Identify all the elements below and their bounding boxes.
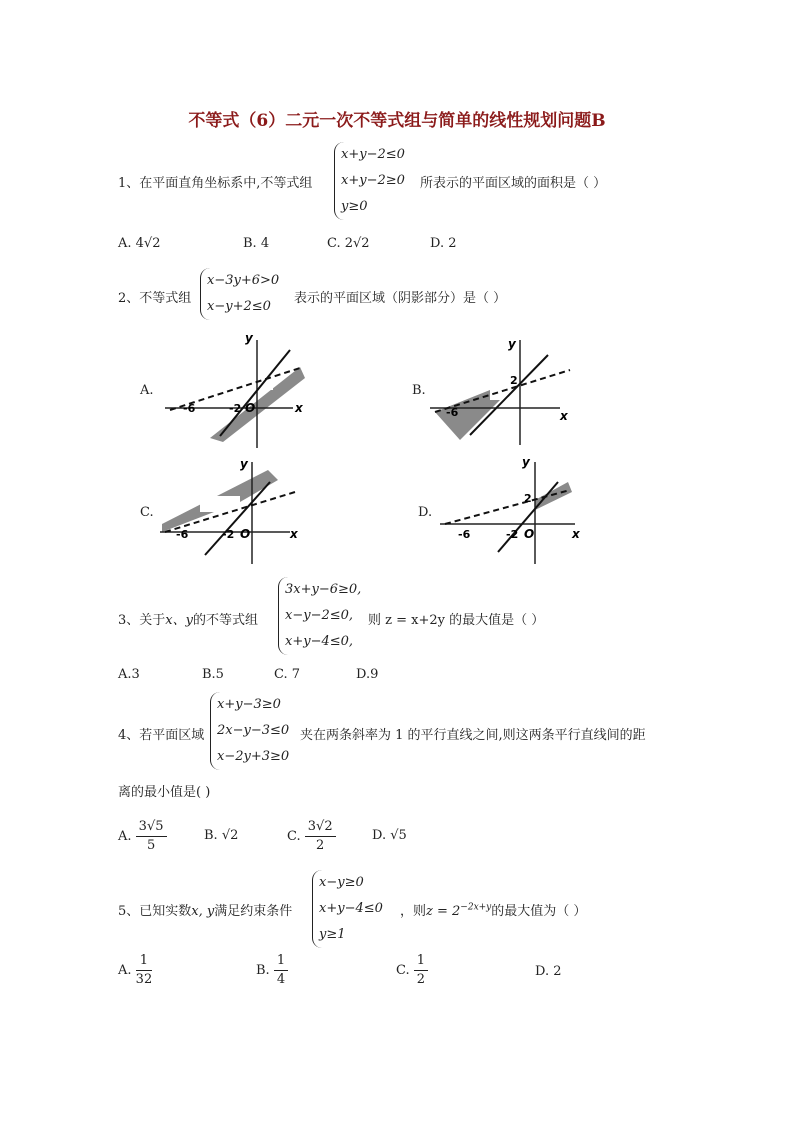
q4-option-c [287, 818, 336, 855]
y-label: y [522, 455, 530, 469]
q5-prefix: 5、已知实数 [118, 904, 192, 919]
page-title: 不等式（6）二元一次不等式组与简单的线性规划问题B [188, 111, 606, 131]
q4-option-b: B. √2 [204, 828, 239, 843]
q3-prefix: 3、关于 [118, 613, 166, 628]
q5-suffix [400, 900, 586, 919]
q3-vars: x、y [165, 613, 193, 628]
y-label: y [245, 331, 253, 345]
q5-option-c-den: 2 [416, 972, 426, 987]
tick-neg2: -2 [506, 528, 519, 541]
q4-suffix: 夹在两条斜率为 1 的平行直线之间,则这两条平行直线间的距 [300, 728, 646, 743]
tick-neg2: -2 [222, 528, 235, 541]
q4-ineq-3: x−2y+3≥0 [217, 749, 290, 764]
q5-option-c [396, 952, 428, 989]
q5-option-a-num: 1 [136, 952, 153, 971]
q3-ineq-1: 3x+y−6≥0, [285, 582, 362, 597]
q1-prefix: 1、在平面直角坐标系中,不等式组 [118, 176, 313, 191]
q5-option-d: D. 2 [535, 964, 562, 979]
q5-option-a-den: 32 [135, 972, 153, 987]
q5-option-c-fraction [414, 952, 428, 989]
q2-option-b-label: B. [412, 383, 426, 398]
q2-graph-d [440, 452, 600, 572]
q5-option-a-fraction [136, 952, 153, 989]
q3-suffix: 则 z = x+2y 的最大值是（ ） [368, 613, 545, 628]
q3-option-c: C. 7 [274, 667, 301, 682]
q4-option-a-den: 5 [146, 838, 156, 853]
q1-ineq-3: y≥0 [341, 199, 368, 214]
q5-text [118, 900, 292, 919]
q1-system [334, 142, 405, 220]
q2-suffix: 表示的平面区域（阴影部分）是（ ） [294, 291, 507, 306]
tick-neg6: -6 [183, 402, 196, 415]
q5-expr: z = 2 [426, 904, 461, 919]
tick-neg6: -6 [446, 406, 459, 419]
q4-ineq-1: x+y−3≥0 [217, 697, 281, 712]
q5-option-b-label: B. [256, 963, 270, 978]
tick-neg6: -6 [458, 528, 471, 541]
q3-option-a: A.3 [118, 667, 140, 682]
q5-option-a-label: A. [118, 963, 132, 978]
q5-option-b-fraction [274, 952, 288, 989]
q4-option-c-den: 2 [316, 838, 325, 853]
q3-option-b: B.5 [202, 667, 224, 682]
tick-neg2: -2 [229, 402, 242, 415]
q5-exponent: −2x+y [460, 902, 492, 913]
y-label: y [240, 457, 248, 471]
q4-option-a-num: 3√5 [136, 818, 167, 837]
q5-ineq-1: x−y≥0 [319, 875, 364, 890]
q5-option-b-den: 4 [276, 972, 286, 987]
q2-prefix: 2、不等式组 [118, 291, 192, 306]
origin-label: O [245, 401, 256, 415]
x-label: x [290, 527, 298, 541]
q4-option-c-num: 3√2 [305, 818, 336, 837]
q5-system [312, 870, 383, 948]
q2-option-a-label: A. [140, 383, 154, 398]
q4-option-c-fraction [305, 818, 336, 855]
q2-ineq-1: x−3y+6>0 [207, 273, 280, 288]
blank-patch [200, 496, 240, 512]
q5-ineq-2: x+y−4≤0 [319, 901, 383, 916]
q2-graph-c [160, 452, 320, 572]
q4-option-a-fraction [136, 818, 167, 855]
q5-option-c-label: C. [396, 963, 410, 978]
q2-ineq-2: x−y+2≤0 [207, 299, 271, 314]
q5-option-a [118, 952, 152, 989]
q5-suffix-a: ，则 [400, 904, 427, 919]
q3-ineq-3: x+y−4≤0, [285, 634, 354, 649]
y-label: y [508, 337, 516, 351]
q2-option-c-label: C. [140, 505, 154, 520]
q5-option-b [256, 952, 288, 989]
q4-option-a [118, 818, 167, 855]
tick-neg6: -6 [176, 528, 189, 541]
q3-option-d: D.9 [356, 667, 379, 682]
q5-option-c-num: 1 [414, 952, 428, 971]
q4-prefix: 4、若平面区域 [118, 728, 205, 743]
x-label: x [560, 409, 568, 423]
q2-graph-b [430, 330, 590, 450]
x-label: x [295, 401, 303, 415]
q5-suffix-b: 的最大值为（ ） [491, 904, 587, 919]
q1-option-a: A. 4√2 [118, 236, 161, 251]
q4-option-c-label: C. [287, 829, 301, 844]
tick-two: 2 [524, 492, 532, 505]
q1-option-d: D. 2 [430, 236, 457, 251]
origin-label: O [524, 527, 535, 541]
q5-mid: 满足约束条件 [214, 904, 293, 919]
q2-system [200, 268, 279, 320]
q4-system [210, 692, 289, 770]
q4-ineq-2: 2x−y−3≤0 [217, 723, 290, 738]
q3-mid: 的不等式组 [192, 613, 258, 628]
q1-option-b: B. 4 [243, 236, 270, 251]
tick-two: 2 [510, 374, 518, 387]
q4-option-a-label: A. [118, 829, 132, 844]
q2-graph-a [165, 330, 325, 450]
q3-text [118, 609, 258, 628]
q5-option-b-num: 1 [274, 952, 288, 971]
q3-ineq-2: x−y−2≤0, [285, 608, 354, 623]
q4-line2: 离的最小值是( ) [118, 785, 211, 800]
q2-option-d-label: D. [418, 505, 433, 520]
q1-ineq-1: x+y−2≤0 [341, 147, 405, 162]
q4-option-d: D. √5 [372, 828, 407, 843]
q5-ineq-3: y≥1 [319, 927, 346, 942]
q1-suffix: 所表示的平面区域的面积是（ ） [420, 176, 607, 191]
dashed-line [445, 490, 570, 524]
origin-label: O [240, 527, 251, 541]
x-label: x [572, 527, 580, 541]
q5-vars: x, y [191, 904, 215, 919]
q1-ineq-2: x+y−2≥0 [341, 173, 405, 188]
q1-option-c: C. 2√2 [327, 236, 370, 251]
q3-system [278, 577, 361, 655]
